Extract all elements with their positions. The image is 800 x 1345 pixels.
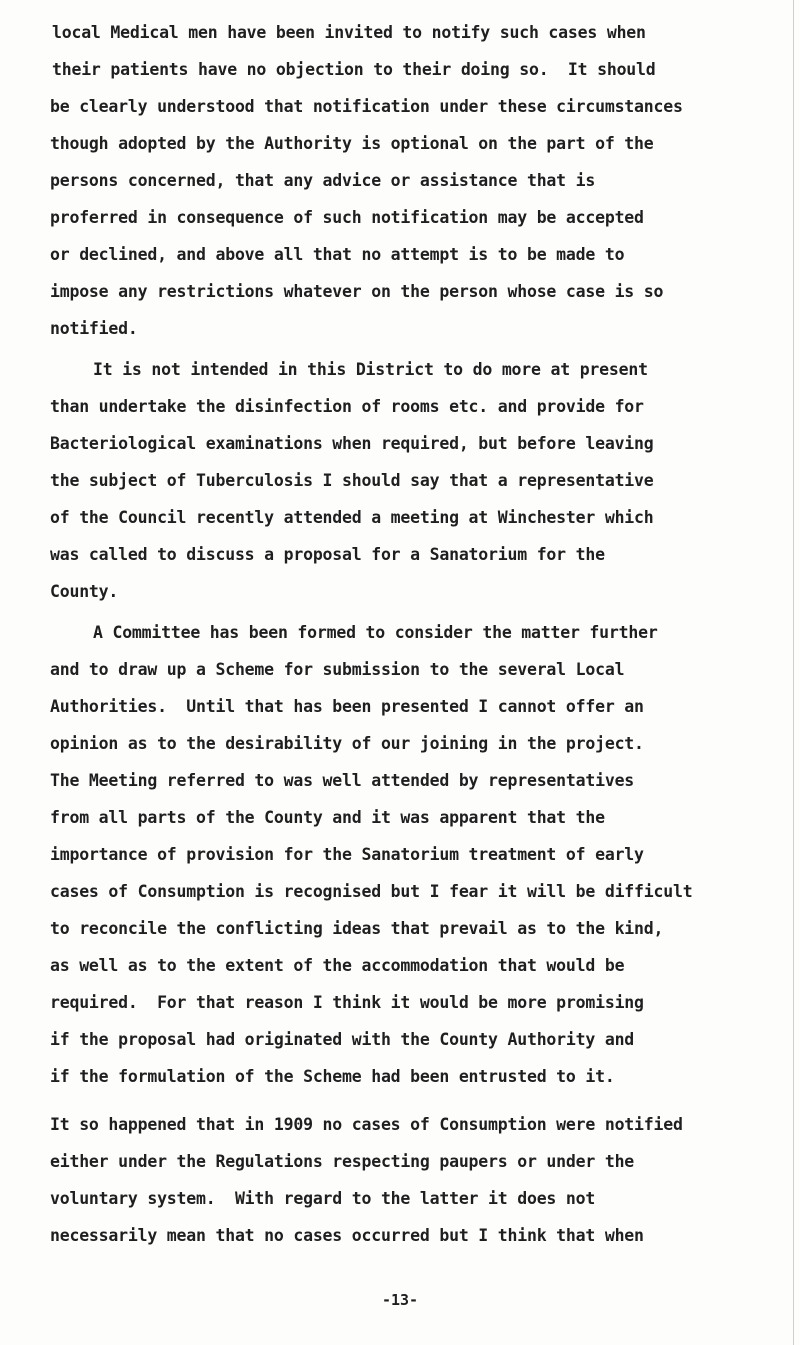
text-line: importance of provision for the Sanatorium treatment of early <box>50 845 644 864</box>
text-line: necessarily mean that no cases occurred but I think that when <box>50 1226 644 1245</box>
text-line: notified. <box>50 319 138 338</box>
text-line: required. For that reason I think it would be more promising <box>50 993 644 1012</box>
text-line: The Meeting referred to was well attended by representatives <box>50 771 635 790</box>
text-line: if the formulation of the Scheme had been entrusted to it. <box>50 1067 615 1086</box>
text-line: Bacteriological examinations when required, but before leaving <box>50 434 654 453</box>
text-line: be clearly understood that notification under these circumstances <box>50 97 683 116</box>
text-line: or declined, and above all that no attempt is to be made to <box>50 245 625 264</box>
text-line: their patients have no objection to their doing so. It should <box>52 60 656 79</box>
text-line: of the Council recently attended a meeting at Winchester which <box>50 508 654 527</box>
text-line: if the proposal had originated with the County Authority and <box>50 1030 635 1049</box>
text-line: from all parts of the County and it was apparent that the <box>50 808 605 827</box>
text-line: opinion as to the desirability of our joining in the project. <box>50 734 644 753</box>
text-line: It so happened that in 1909 no cases of Consumption were notified <box>50 1115 683 1134</box>
text-line: Authorities. Until that has been presented I cannot offer an <box>50 697 644 716</box>
text-line: though adopted by the Authority is optional on the part of the <box>50 134 654 153</box>
text-line: than undertake the disinfection of rooms etc. and provide for <box>50 397 644 416</box>
text-line: It is not intended in this District to do more at present <box>93 360 648 379</box>
text-line: was called to discuss a proposal for a Sanatorium for the <box>50 545 605 564</box>
text-line: A Committee has been formed to consider the matter further <box>93 623 658 642</box>
text-line: either under the Regulations respecting paupers or under the <box>50 1152 635 1171</box>
text-line: impose any restrictions whatever on the person whose case is so <box>50 282 664 301</box>
text-line: local Medical men have been invited to notify such cases when <box>52 23 646 42</box>
text-line: persons concerned, that any advice or assistance that is <box>50 171 596 190</box>
page-number: -13- <box>381 1291 419 1309</box>
text-line: and to draw up a Scheme for submission to the several Local <box>50 660 625 679</box>
text-line: the subject of Tuberculosis I should say that a representative <box>50 471 654 490</box>
text-line: to reconcile the conflicting ideas that prevail as to the kind, <box>50 919 664 938</box>
text-line: County. <box>50 582 119 601</box>
page-edge-shadow <box>793 0 794 1345</box>
text-line: as well as to the extent of the accommodation that would be <box>50 956 625 975</box>
text-line: proferred in consequence of such notification may be accepted <box>50 208 644 227</box>
text-line: voluntary system. With regard to the latter it does not <box>50 1189 596 1208</box>
text-line: cases of Consumption is recognised but I fear it will be difficult <box>50 882 693 901</box>
